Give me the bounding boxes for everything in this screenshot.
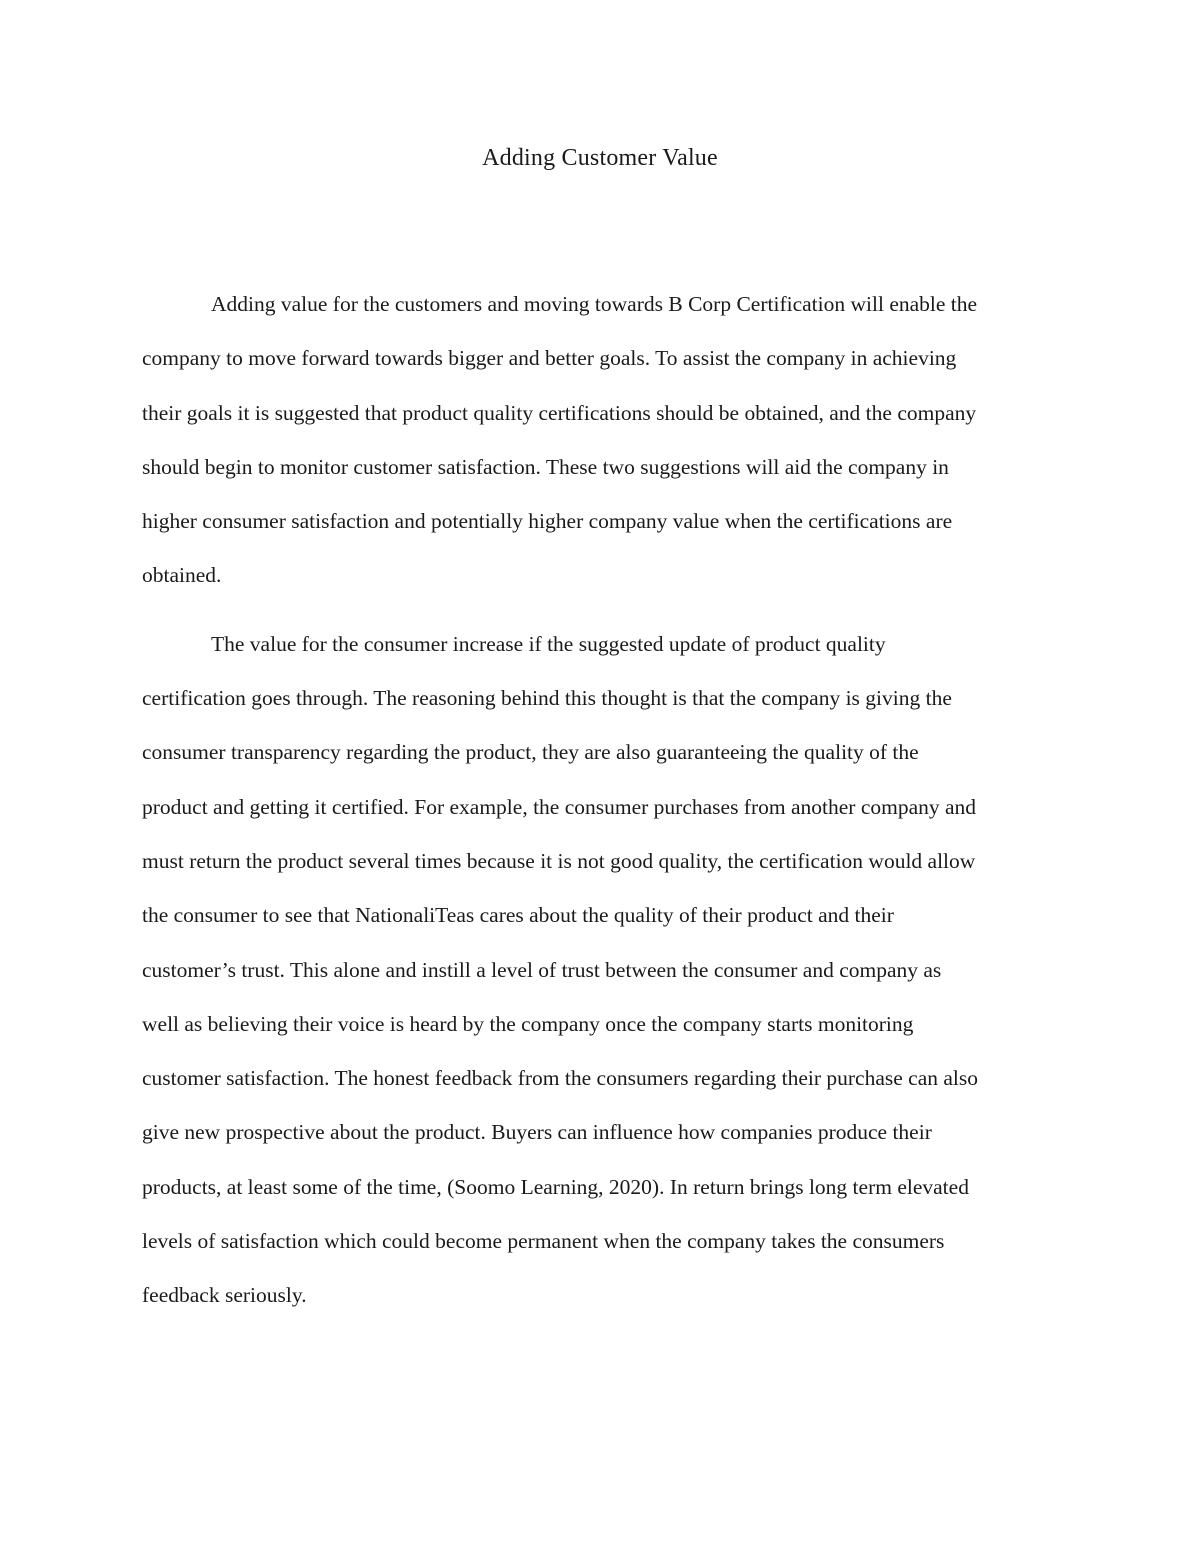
paragraph-line: their goals it is suggested that product quality certifications should be obtained, and the company bbox=[142, 400, 977, 425]
paragraph-line: products, at least some of the time, (Soomo Learning, 2020). In return brings long term elevated bbox=[142, 1174, 969, 1199]
paragraph-line: must return the product several times because it is not good quality, the certification would allow bbox=[142, 848, 976, 873]
paragraph-line: The value for the consumer increase if the suggested update of product quality bbox=[211, 631, 886, 656]
paragraph-line: obtained. bbox=[142, 563, 222, 588]
paragraph-line: give new prospective about the product. Buyers can influence how companies produce their bbox=[142, 1120, 932, 1145]
paragraph-line: feedback seriously. bbox=[142, 1283, 307, 1308]
paragraph-line: product and getting it certified. For example, the consumer purchases from another company and bbox=[142, 794, 977, 819]
paragraph-line: Adding value for the customers and moving towards B Corp Certification will enable the bbox=[211, 292, 978, 316]
paragraph-line: levels of satisfaction which could become permanent when the company takes the consumers bbox=[142, 1229, 945, 1254]
paragraph-1 bbox=[142, 277, 1057, 603]
paragraph-spacer bbox=[142, 603, 1057, 617]
paragraph-line: customer satisfaction. The honest feedback from the consumers regarding their purchase can also bbox=[142, 1066, 979, 1091]
document-body bbox=[142, 277, 1057, 1323]
paragraph-line: company to move forward towards bigger and better goals. To assist the company in achieving bbox=[142, 346, 957, 371]
paragraph-2 bbox=[142, 617, 1057, 1323]
paragraph-line: consumer transparency regarding the product, they are also guaranteeing the quality of the bbox=[142, 740, 919, 765]
paragraph-line: higher consumer satisfaction and potentially higher company value when the certifications are bbox=[142, 509, 953, 534]
document-title: Adding Customer Value bbox=[482, 145, 718, 171]
paragraph-line: the consumer to see that NationaliTeas cares about the quality of their product and their bbox=[142, 903, 894, 928]
paragraph-line: customer’s trust. This alone and instill a level of trust between the consumer and company as bbox=[142, 957, 942, 982]
paragraph-line: certification goes through. The reasoning behind this thought is that the company is giving the bbox=[142, 686, 952, 711]
paragraph-line: should begin to monitor customer satisfaction. These two suggestions will aid the company in bbox=[142, 454, 949, 479]
paragraph-line: well as believing their voice is heard by the company once the company starts monitoring bbox=[142, 1011, 914, 1036]
